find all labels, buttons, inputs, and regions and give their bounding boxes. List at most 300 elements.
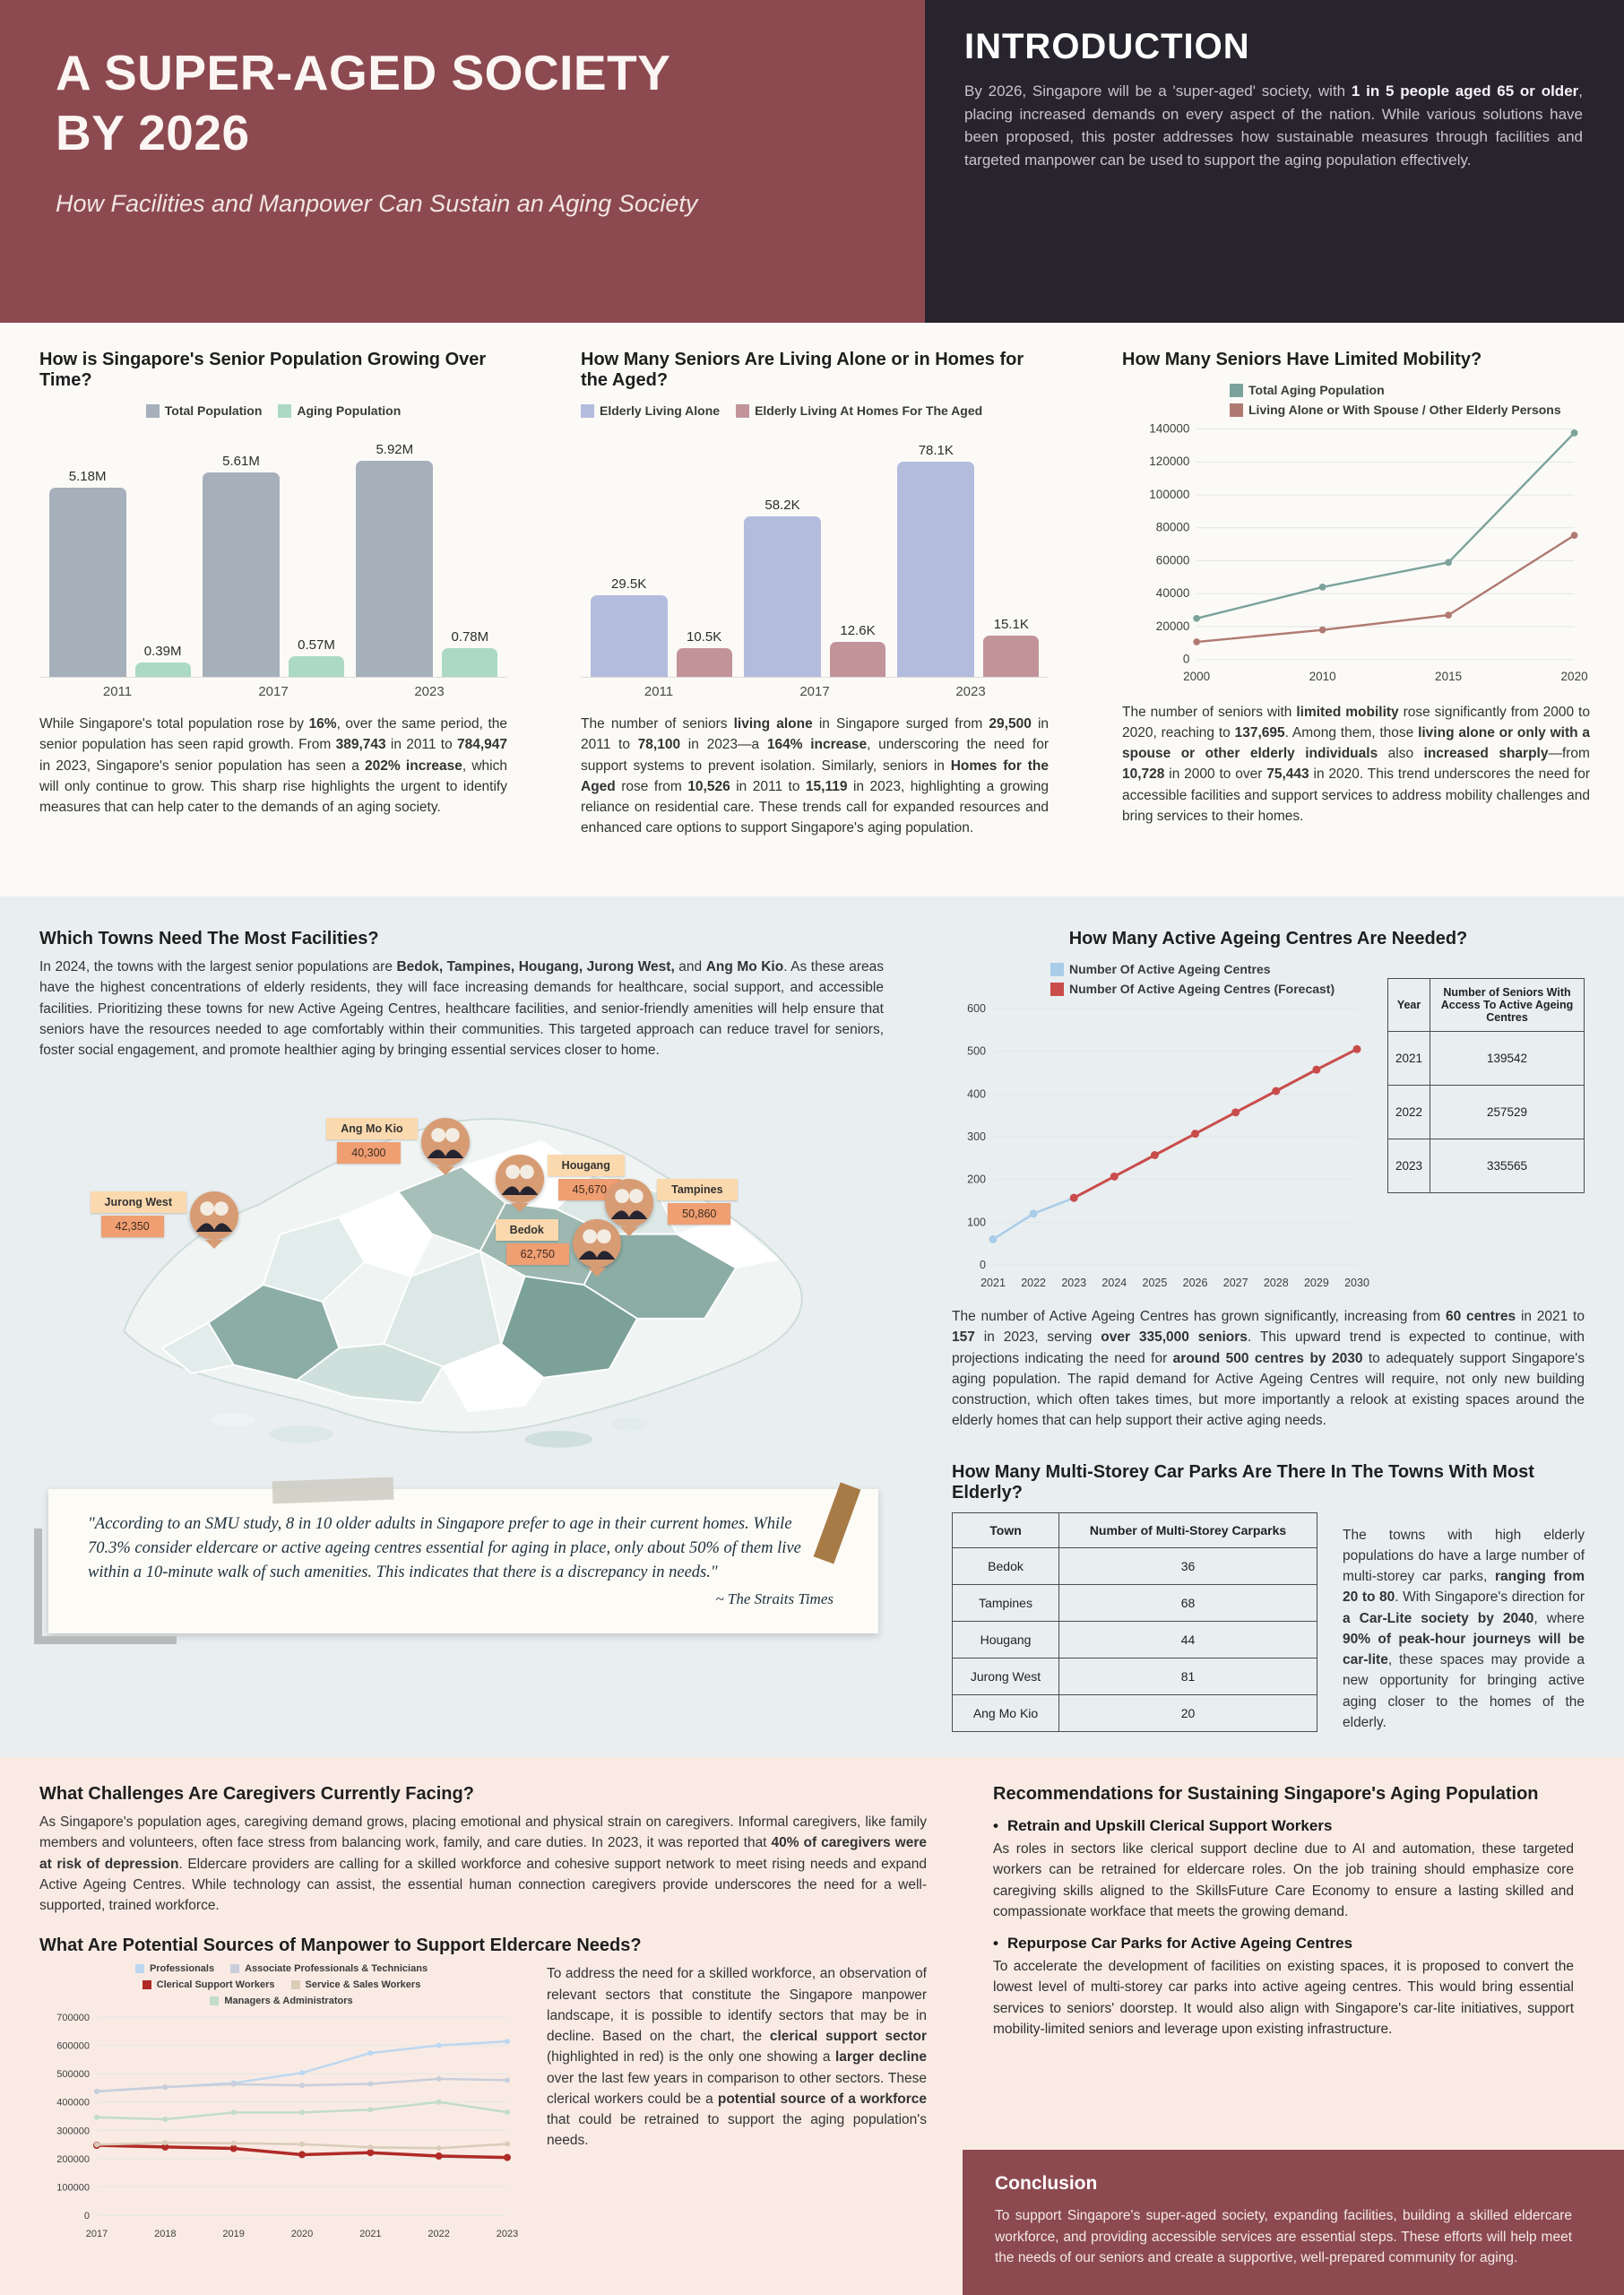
bar-secondary [289,656,344,677]
growth-paragraph [39,714,507,818]
data-point [231,2082,237,2087]
legend-label: Managers & Administrators [224,1996,353,2007]
growth-column [0,323,541,896]
series-line [993,1198,1074,1239]
data-point [1445,559,1452,566]
text: rose from [615,778,688,794]
bold-text: clerical support sector [769,2029,927,2044]
bold-text: 10,728 [1122,766,1165,783]
table-row [953,1584,1317,1621]
recommendation-2-title: Repurpose Car Parks for Active Ageing Centres [1006,1935,1353,1952]
small-island [269,1426,333,1443]
bar-value-label: 78.1K [918,443,954,458]
y-tick-label: 20000 [1155,619,1190,633]
conclusion-box [963,2150,1624,2295]
poster-subtitle: How Facilities and Manpower Can Sustain an Aging Society [56,190,698,218]
introduction-box [925,0,1624,323]
data-point [231,2141,237,2146]
table-cell: 2021 [1388,1032,1430,1086]
legend-item [736,403,982,418]
legend-item [230,1963,428,1974]
bar-group [738,498,891,677]
living-alone-heading: How Many Seniors Are Living Alone or in Homes for the Aged? [581,350,1024,390]
data-point [94,2115,99,2120]
town-pin [326,1118,469,1166]
legend-label: Number Of Active Ageing Centres (Forecast) [1069,982,1335,996]
legend-label: Total Aging Population [1248,383,1385,397]
table-cell: Bedok [953,1547,1059,1584]
x-tick-label: 2010 [1309,669,1336,683]
y-tick-label: 120000 [1149,455,1190,469]
bar-wrap [677,629,732,677]
bold-text: living alone [733,716,813,732]
mobility-heading: How Many Seniors Have Limited Mobility? [1122,350,1482,369]
y-tick-label: 80000 [1155,520,1190,534]
y-tick-label: 500 [967,1044,986,1058]
x-tick-label: 2021 [359,2229,382,2240]
text: The number of Active Ageing Centres has grown significantly, increasing from [952,1309,1446,1324]
bar-year-labels [581,684,1049,699]
town-pin [91,1191,238,1240]
bar-group [196,454,350,677]
bold-text: 389,743 [335,737,386,753]
bold-text: 157 [952,1329,975,1346]
y-tick-label: 300000 [56,2126,90,2137]
data-point [505,2039,510,2044]
text: in 2023—a [680,737,767,753]
bold-text: 164% increase [766,737,868,753]
y-tick-label: 40000 [1155,586,1190,601]
bar-primary [744,516,821,677]
text: The number of seniors with [1122,704,1297,720]
data-point [1571,429,1578,437]
living-alone-chart [581,398,1049,699]
towns-column [0,896,920,1757]
y-tick-label: 500000 [56,2069,90,2081]
data-point [299,2110,305,2116]
bar-secondary [135,663,191,677]
bar-secondary [442,648,497,677]
column-header: Year [1388,979,1430,1032]
text: in 2023, serving [974,1329,1101,1346]
y-tick-label: 60000 [1155,553,1190,567]
bar-wrap [135,644,191,677]
chart-legend [39,403,507,418]
text: in 2023, Singapore's senior population has seen a [39,758,366,774]
small-island [212,1414,255,1427]
legend-swatch [581,404,594,418]
text: As Singapore's population ages, caregiving demand grows, placing emotional and physical strain on caregivers. Informal caregivers, like family members and volunteers, often face stress from balancing work, family, and care duties. In 2023, it was reported that [39,1814,927,1851]
y-tick-label: 400000 [56,2097,90,2109]
bar-plot [581,420,1049,678]
table-cell: Hougang [953,1621,1059,1658]
table-header-row [1388,979,1585,1032]
data-point [1030,1209,1038,1217]
data-point [1193,638,1200,645]
bold-text: 75,443 [1266,766,1309,783]
bar-wrap [830,623,885,677]
data-point [94,2143,99,2148]
x-tick-label: 2024 [1101,1277,1127,1289]
y-tick-label: 140000 [1149,421,1190,436]
limited-mobility-chart [1122,377,1590,688]
y-tick-label: 100000 [56,2182,90,2194]
table-cell: 139542 [1430,1032,1585,1086]
recommendation-item-heading [993,1935,1574,1953]
legend-swatch [143,1980,151,1989]
town-name: Hougang [548,1155,625,1176]
text: —from [1548,746,1590,762]
bold-text: Ang Mo Kio [705,959,784,974]
table-cell: 36 [1059,1547,1317,1584]
poster-title-line1: A SUPER-AGED SOCIETY [56,45,671,100]
town-pin-labels [91,1191,186,1237]
elderly-couple-icon-svg [496,1155,544,1203]
legend-item [1050,962,1271,976]
aac-row [952,957,1585,1294]
legend-swatch [146,404,160,418]
aac-paragraph [952,1306,1585,1432]
introduction-heading: INTRODUCTION [964,27,1250,66]
quote-card [48,1489,878,1633]
data-point [299,2070,305,2075]
table-row [953,1658,1317,1694]
mobility-column [1083,323,1624,896]
bar-primary [49,488,126,677]
header-title-block [0,0,925,323]
text: in 2000 to over [1164,766,1267,783]
bold-text: 90% of peak-hour journeys will be car-lite [1343,1631,1585,1667]
bold-text: over 335,000 seniors [1101,1329,1248,1346]
town-name: Tampines [657,1179,737,1200]
bar-value-label: 15.1K [993,617,1029,632]
series-line [1196,433,1574,619]
text: . Among them, those [1284,724,1419,740]
legend-item [210,1996,352,2006]
elderly-couple-icon-svg [605,1179,653,1227]
poster-title-line2: BY 2026 [56,105,250,161]
x-tick-label: 2022 [428,2229,450,2240]
recommendation-2-text: To accelerate the development of facilities on existing spaces, it is proposed to convert the lowest level of multi-storey car parks into active ageing centres. This would bring essential services to seniors' doorstep. It would also align with Singapore's car-lite initiatives, support mobility-limited seniors and leverage upon existing infrastructure. [993,1959,1574,2037]
text: over the last few years in comparison to other sectors. These clerical workers could be a [547,2070,927,2107]
town-pin [496,1219,621,1268]
bar-value-label: 0.57M [298,637,335,653]
bar-value-label: 0.39M [143,644,182,659]
legend-swatch [135,1964,144,1973]
quote-source: ~ The Straits Times [715,1589,834,1607]
bold-text: potential source of a workforce [717,2091,927,2107]
bar-primary [356,461,433,677]
manpower-chart [39,1963,523,2244]
x-tick-label: 2021 [980,1277,1006,1289]
caregivers-column [0,1757,963,2295]
text: in 2021 to [1516,1309,1585,1324]
bold-text: 15,119 [805,778,848,794]
aac-seniors-access [1387,957,1585,1193]
data-point [1070,1194,1078,1202]
elderly-couple-icon [605,1179,653,1227]
bold-text: living alone or only with a spouse or other elderly individuals [1122,724,1590,762]
bar-value-label: 12.6K [840,623,876,638]
data-point [436,2043,442,2048]
text: in 2020. This trend underscores the need for accessible facilities and support services to address mobility challenges and bring services to their homes. [1122,766,1590,824]
bar-secondary [677,648,732,677]
bar-year: 2017 [799,684,830,699]
town-senior-count: 62,750 [506,1243,569,1265]
bar-value-label: 5.18M [68,469,107,484]
recommendation-1-title: Retrain and Upskill Clerical Support Workers [1006,1817,1333,1834]
data-point [1191,1130,1199,1138]
text: that could be retrained to support the aging population's needs. [547,2112,927,2149]
data-point [436,2076,442,2082]
legend-item [1230,383,1385,397]
data-point [505,2078,510,2083]
legend-item [581,403,720,418]
aac-seniors-access-table [1387,978,1585,1193]
legend-label: Total Population [164,403,263,418]
top-charts-section [0,323,1624,896]
caregivers-heading: What Challenges Are Caregivers Currently Facing? [39,1784,474,1804]
text: in 2011 to [581,716,1050,753]
manpower-row [39,1963,927,2244]
bar-primary [203,472,280,677]
recommendation-item-heading [993,1817,1574,1835]
limited-mobility-svg [1122,419,1590,688]
data-point [505,2109,510,2115]
town-senior-count: 40,300 [337,1142,400,1164]
text: The towns with high elderly populations do have a large number of multi-storey car parks, [1343,1527,1585,1584]
text: , over the same period, the senior population has seen rapid growth. From [39,716,507,753]
towns-paragraph [39,957,884,1061]
legend-swatch [1230,403,1243,417]
aac-heading: How Many Active Ageing Centres Are Needed? [1068,929,1468,948]
y-tick-label: 100 [967,1216,986,1229]
data-point [1319,584,1326,591]
population-growth-chart [39,398,507,699]
table-cell: Tampines [953,1584,1059,1621]
x-tick-label: 2025 [1142,1277,1168,1289]
x-tick-label: 2029 [1303,1277,1329,1289]
poster-title [56,43,862,163]
y-tick-label: 600000 [56,2040,90,2052]
text: also [1378,746,1424,762]
legend-label: Clerical Support Workers [156,1979,275,1991]
column-header: Number of Seniors With Access To Active Ageing Centres [1430,979,1585,1032]
data-point [436,2100,442,2105]
mobility-paragraph [1122,702,1590,827]
data-point [162,2117,168,2122]
legend-swatch [1050,983,1064,996]
manpower-heading: What Are Potential Sources of Manpower to Support Eldercare Needs? [39,1936,642,1956]
bar-value-label: 58.2K [764,498,800,513]
table-cell: 44 [1059,1621,1317,1658]
text: in 2011 to [385,737,457,753]
header [0,0,1624,323]
carparks-heading: How Many Multi-Storey Car Parks Are There In The Towns With Most Elderly? [952,1461,1534,1503]
y-tick-label: 0 [980,1259,986,1271]
bar-value-label: 0.78M [451,629,489,645]
legend-label: Elderly Living Alone [600,403,721,418]
manpower-sectors-svg [39,2006,523,2244]
bold-text: increased sharply [1423,746,1549,762]
data-point [1272,1087,1280,1095]
text: . Eldercare providers are calling for a skilled workforce and cohesive support network to meet rising needs and expand Active Ageing Centres. While technology can assist, the essential human connection caregivers provide underscores the need for a well-supported, trained workforce. [39,1856,927,1913]
tape-decoration [272,1477,394,1504]
bar-group [584,576,738,677]
table-cell: 257529 [1430,1086,1585,1139]
x-tick-label: 2023 [496,2229,519,2240]
text: , where [1533,1610,1585,1626]
legend-swatch [1050,963,1064,976]
bar-year-labels [39,684,507,699]
bold-text: 40% of caregivers were at risk of depression [39,1835,927,1872]
carparks-paragraph [1343,1525,1585,1734]
town-pin [605,1179,737,1227]
aac-chart [952,957,1373,1294]
carparks [952,1512,1317,1734]
x-tick-label: 2017 [85,2229,108,2240]
small-island [525,1431,592,1448]
bar-plot [39,420,507,678]
chart-legend [84,1963,479,2006]
bold-text: a Car-Lite society by 2040 [1343,1610,1534,1626]
town-pin-labels [657,1179,737,1225]
bold-text: ranging from 20 to 80 [1343,1569,1585,1606]
legend-label: Elderly Living At Homes For The Aged [755,403,983,418]
series-line [1196,535,1574,642]
data-point [1445,611,1452,619]
x-tick-label: 2028 [1263,1277,1289,1289]
recommendations-column [963,1757,1624,2295]
data-point [367,2082,373,2087]
data-point [504,2154,511,2161]
data-point [299,2142,305,2147]
bold-text: Bedok, Tampines, Hougang, Jurong West, [396,959,675,974]
text: (highlighted in red) is the only one showing a [547,2049,835,2066]
table-row [953,1621,1317,1658]
bar-year: 2023 [955,684,986,699]
x-tick-label: 2026 [1182,1277,1208,1289]
data-point [162,2084,168,2090]
data-point [505,2142,510,2147]
text: , placing increased demands on every aspect of the nation. While various solutions have been proposed, this poster addresses how sustainable measures through facilities and targeted manpower can be used to support the aging population effectively. [964,82,1583,169]
corner-decoration [34,1529,177,1644]
bold-text: 78,100 [637,737,681,753]
bold-text: around 500 centres by 2030 [1172,1350,1363,1366]
column-header: Town [953,1512,1059,1547]
y-tick-label: 400 [967,1087,986,1101]
y-tick-label: 300 [967,1130,986,1143]
legend-item [1050,982,1335,996]
manpower-paragraph [547,1963,927,2244]
bold-text: 29,500 [989,716,1032,732]
legend-swatch [736,404,749,418]
data-point [298,2152,306,2159]
x-tick-label: 2027 [1222,1277,1248,1289]
recommendations-block [963,1757,1624,2040]
quote-text: "According to an SMU study, 8 in 10 older adults in Singapore prefer to age in their current homes. While 70.3% consider eldercare or active ageing centres essential for aging in place, only about 50% of them live within a 10-minute walk of such amenities. This indicates that there is a discrepancy in needs." [88,1515,801,1581]
town-senior-count: 42,350 [101,1216,164,1237]
town-name: Bedok [496,1219,558,1241]
data-point [989,1235,998,1243]
x-tick-label: 2020 [290,2229,314,2240]
carparks-table [952,1512,1317,1732]
bar-group [892,443,1045,677]
bold-text: limited mobility [1296,704,1399,720]
text: and [674,959,706,974]
table-cell: 20 [1059,1694,1317,1731]
legend-label: Living Alone or With Spouse / Other Elderly Persons [1248,403,1561,417]
x-tick-label: 2019 [222,2229,245,2240]
data-point [94,2089,99,2094]
bold-text: Homes for the Aged [581,758,1049,794]
legend-item [135,1963,214,1974]
table-cell: Ang Mo Kio [953,1694,1059,1731]
elderly-couple-icon [190,1191,238,1240]
town-senior-count: 45,670 [558,1179,621,1200]
x-tick-label: 2022 [1021,1277,1047,1289]
bold-text: 784,947 [456,737,507,753]
x-tick-label: 2030 [1344,1277,1369,1289]
y-tick-label: 700000 [56,2013,90,2024]
bar-year: 2011 [102,684,133,699]
y-tick-label: 0 [83,2211,90,2222]
living-alone-column [541,323,1083,896]
bullet-icon: • [993,1935,998,1952]
introduction-text [964,80,1583,171]
table-cell: 2022 [1388,1086,1430,1139]
bar-wrap [289,637,344,677]
text: in 2011 to [730,778,806,794]
legend-item [1230,403,1561,417]
bar-value-label: 29.5K [611,576,647,592]
bar-wrap [203,454,280,677]
text: rose significantly from 2000 to 2020, reaching to [1122,704,1590,740]
text: , which will only continue to grow. This sharp rise highlights the urgent to identify measures that can help cater to the demands of an aging society. [39,758,507,815]
bar-value-label: 10.5K [687,629,722,645]
data-point [367,2050,373,2056]
bar-wrap [983,617,1039,677]
legend-swatch [278,404,291,418]
town-pin-labels [496,1219,569,1265]
bar-wrap [744,498,821,677]
x-tick-label: 2000 [1183,669,1211,683]
bold-text: larger decline [834,2049,927,2066]
data-point [1151,1151,1159,1159]
y-tick-label: 200000 [56,2154,90,2166]
table-row [953,1694,1317,1731]
elderly-couple-icon [421,1118,470,1166]
bottom-section [0,1757,1624,2295]
towns-heading: Which Towns Need The Most Facilities? [39,929,379,948]
table-row [1388,1032,1585,1086]
text: . As these areas have the highest concentrations of elderly residents, they will face increasing demands for healthcare, social support, and accessible facilities. Prioritizing these towns for new Active Ageing Centres, healthcare facilities, and senior-friendly amenities will help ensure that seniors have the resources needed to age comfortably within their communities. This targeted approach can reduce travel for seniors, foster social engagement, and promote healthier aging by bringing essential services closer to home. [39,959,884,1058]
x-tick-label: 2018 [154,2229,177,2240]
legend-label: Number Of Active Ageing Centres [1069,962,1271,976]
bar-value-label: 5.92M [376,442,414,457]
bar-value-label: 5.61M [222,454,260,469]
data-point [231,2110,237,2116]
bold-text: 137,695 [1234,724,1285,740]
text: The number of seniors [581,716,734,732]
data-point [1571,532,1578,539]
bar-year: 2023 [414,684,445,699]
table-row [1388,1139,1585,1193]
legend-label: Associate Professionals & Technicians [245,1963,428,1975]
legend-item [291,1979,421,1990]
table-row [1388,1086,1585,1139]
data-point [367,2149,374,2156]
